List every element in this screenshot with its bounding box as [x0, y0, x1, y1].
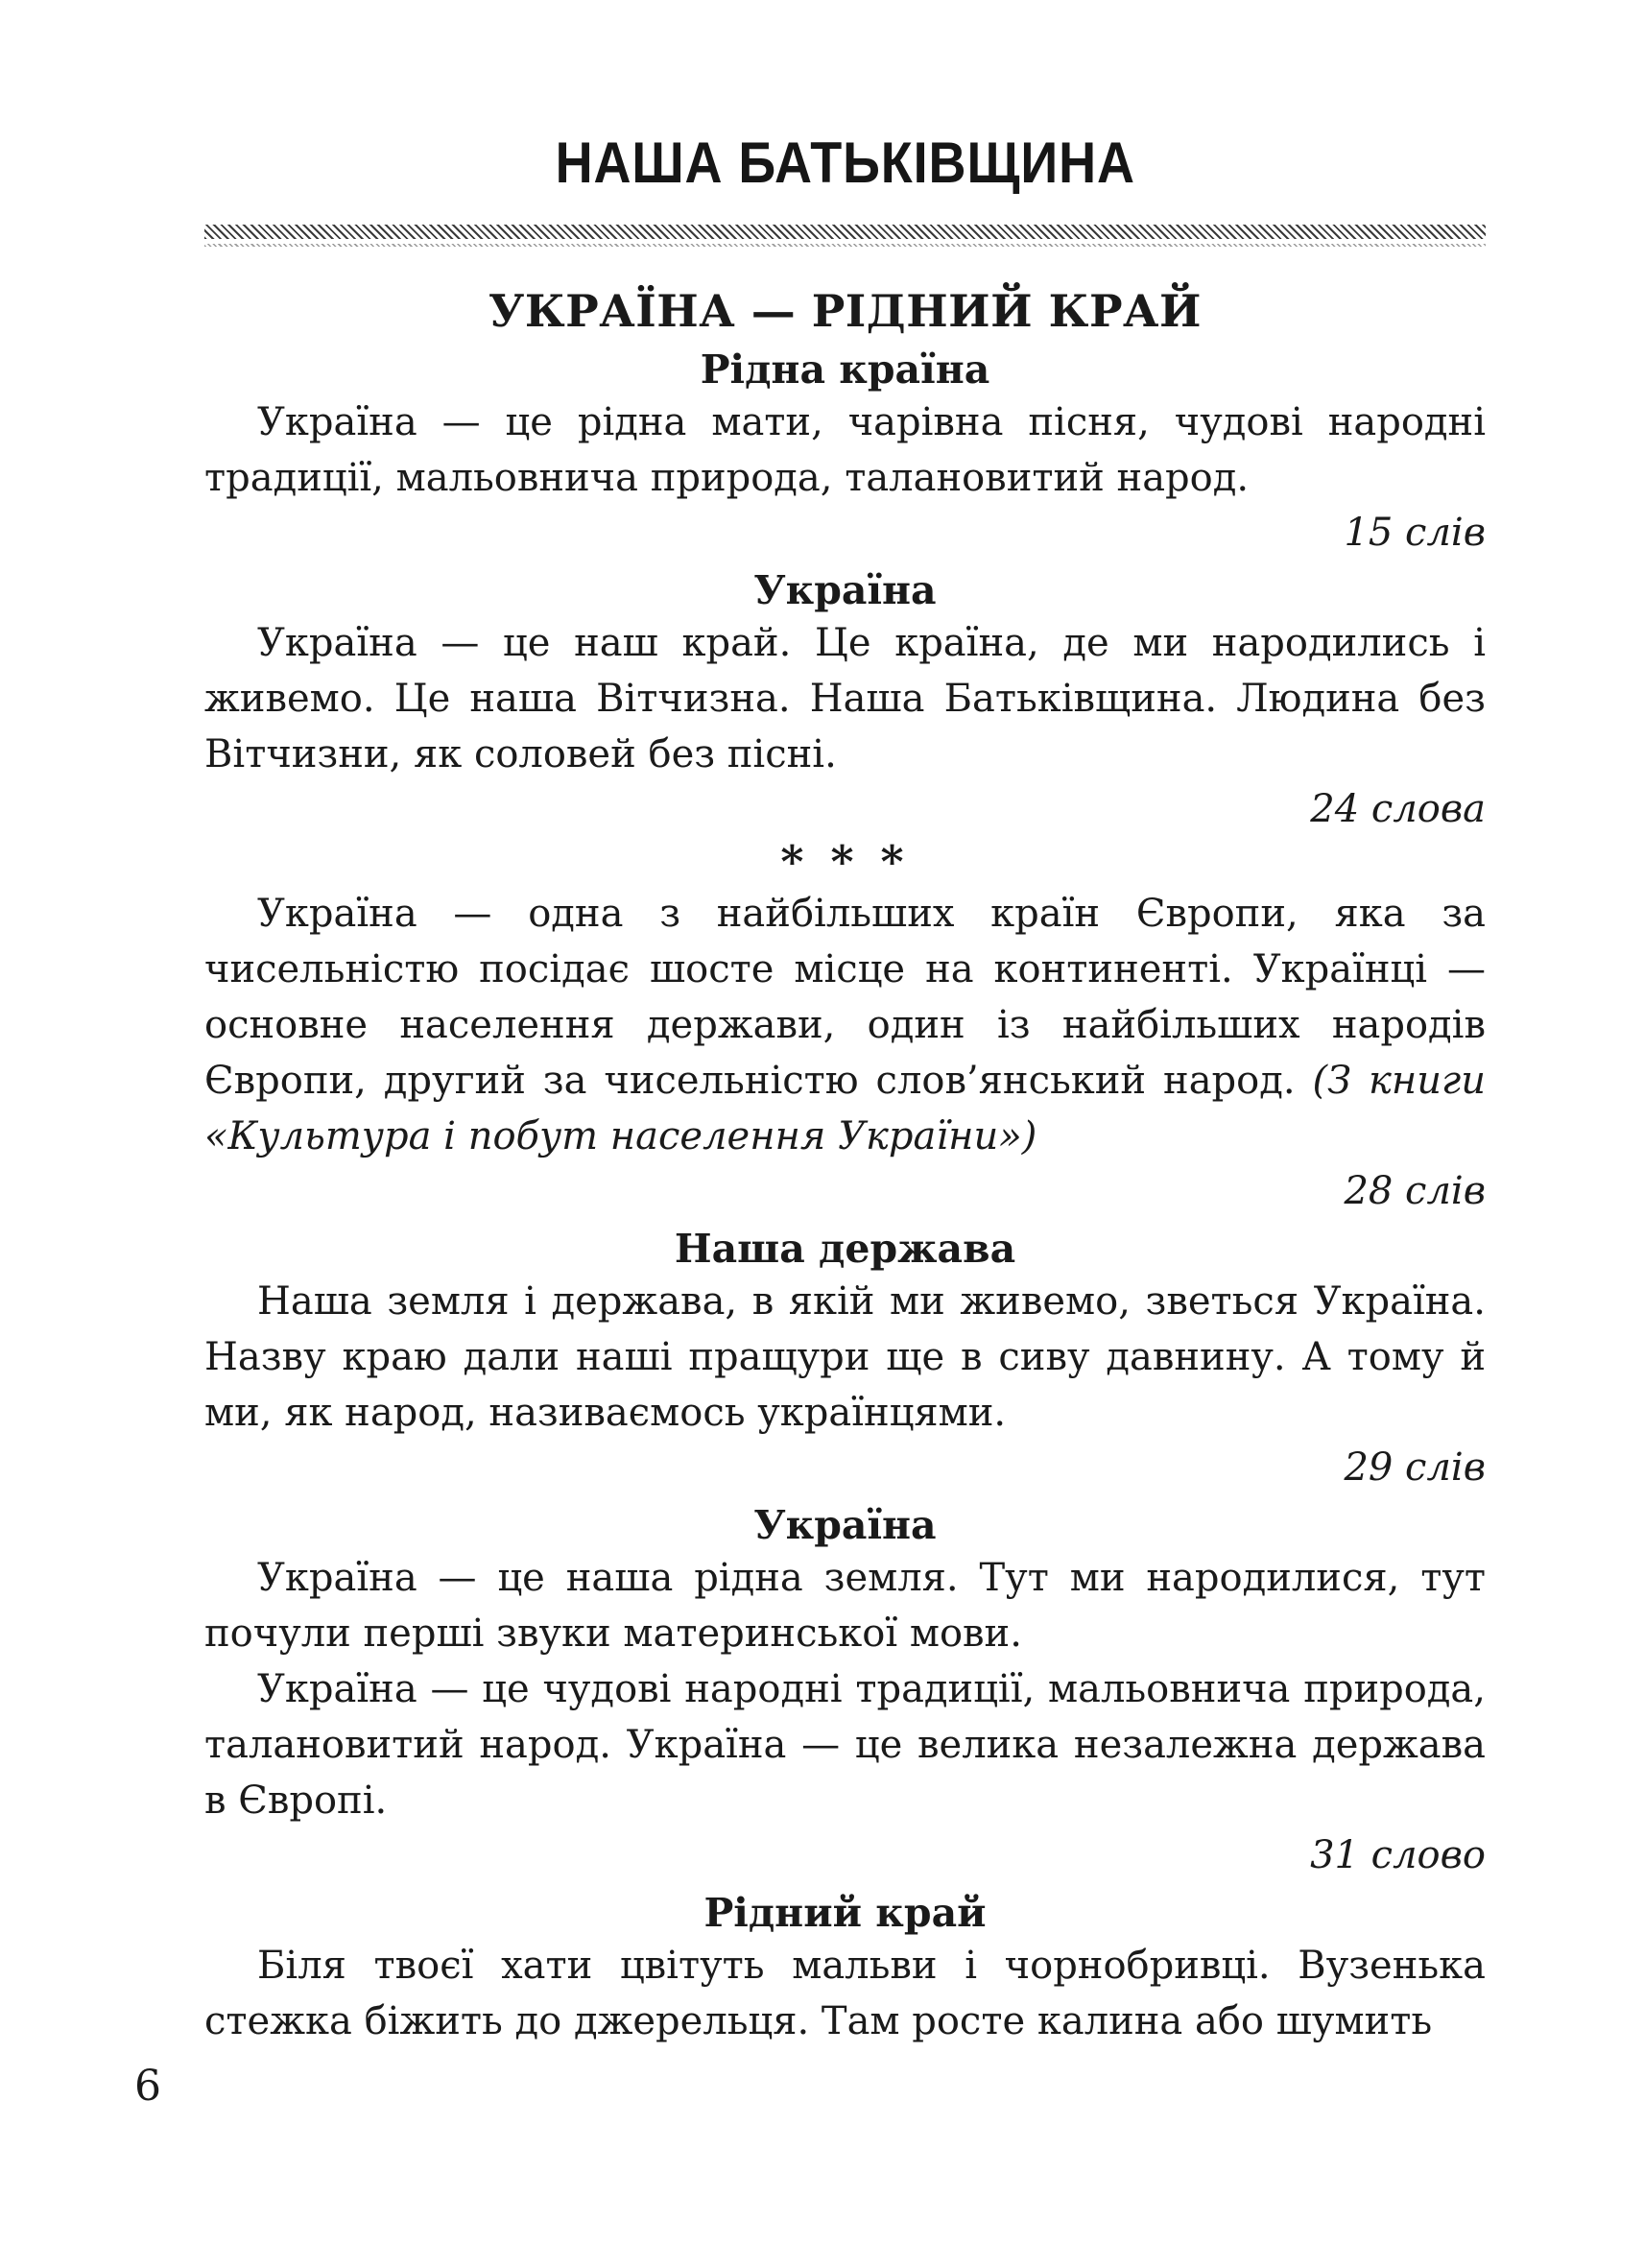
section-heading-ukraina-1: Україна: [753, 567, 937, 613]
word-count: 15 слів: [1344, 511, 1486, 555]
word-count: 31 слово: [1310, 1833, 1486, 1877]
paragraph: Біля твоєї хати цвітуть мальви і чорнобривці. Вузенька стежка біжить до джерельця. Там росте калина або шумить: [204, 1944, 1486, 2043]
word-count: 28 слів: [1344, 1169, 1486, 1213]
paragraph-text: Україна — одна з найбільших країн Європи, яка за чисельністю посідає шосте місце на континенті. Українці — основне населення держави, один із найбільших народів Європи, другий за чисельністю слов’янський народ.: [204, 892, 1486, 1103]
paragraph: Україна — це рідна мати, чарівна пісня, чудові народні традиції, мальовнича природа, талановитий народ.: [204, 400, 1486, 500]
hatched-divider: [204, 225, 1486, 239]
hatched-divider-shadow: [204, 244, 1486, 247]
paragraph: Україна — це наш край. Це країна, де ми народились і живемо. Це наша Вітчизна. Наша Батьківщина. Людина без Вітчизни, як соловей без пісні.: [204, 621, 1486, 776]
chapter-header-text: НАША БАТЬКІВЩИНА: [555, 131, 1135, 195]
section-heading-ridna-kraina: Рідна країна: [700, 346, 990, 393]
page-number: 6: [134, 2062, 161, 2111]
source-reference: (З книги «Культура і побут населення України»): [204, 1059, 1487, 1158]
paragraph: [204, 886, 1486, 1164]
word-count: 29 слів: [1344, 1445, 1486, 1490]
paragraph: Україна — це чудові народні традиції, мальовнича природа, талановитий народ. Україна — це велика незалежна держава в Європі.: [204, 1667, 1486, 1823]
section-heading-ukraina-2: Україна: [753, 1502, 937, 1548]
word-count: 24 слова: [1310, 787, 1486, 831]
page-title: УКРАЇНА — РІДНИЙ КРАЙ: [488, 285, 1202, 337]
section-heading-nasha-derzhava: Наша держава: [674, 1226, 1016, 1272]
section-heading-ridnyi-krai: Рідний край: [703, 1890, 987, 1936]
asterisk-separator: * * *: [780, 836, 910, 888]
paragraph: Наша земля і держава, в якій ми живемо, зветься Україна. Назву краю дали наші пращури ще в сиву давнину. А тому й ми, як народ, називаємось українцями.: [204, 1279, 1486, 1435]
paragraph: Україна — це наша рідна земля. Тут ми народилися, тут почули перші звуки материнської мови.: [204, 1556, 1486, 1656]
chapter-header: [204, 132, 1486, 194]
